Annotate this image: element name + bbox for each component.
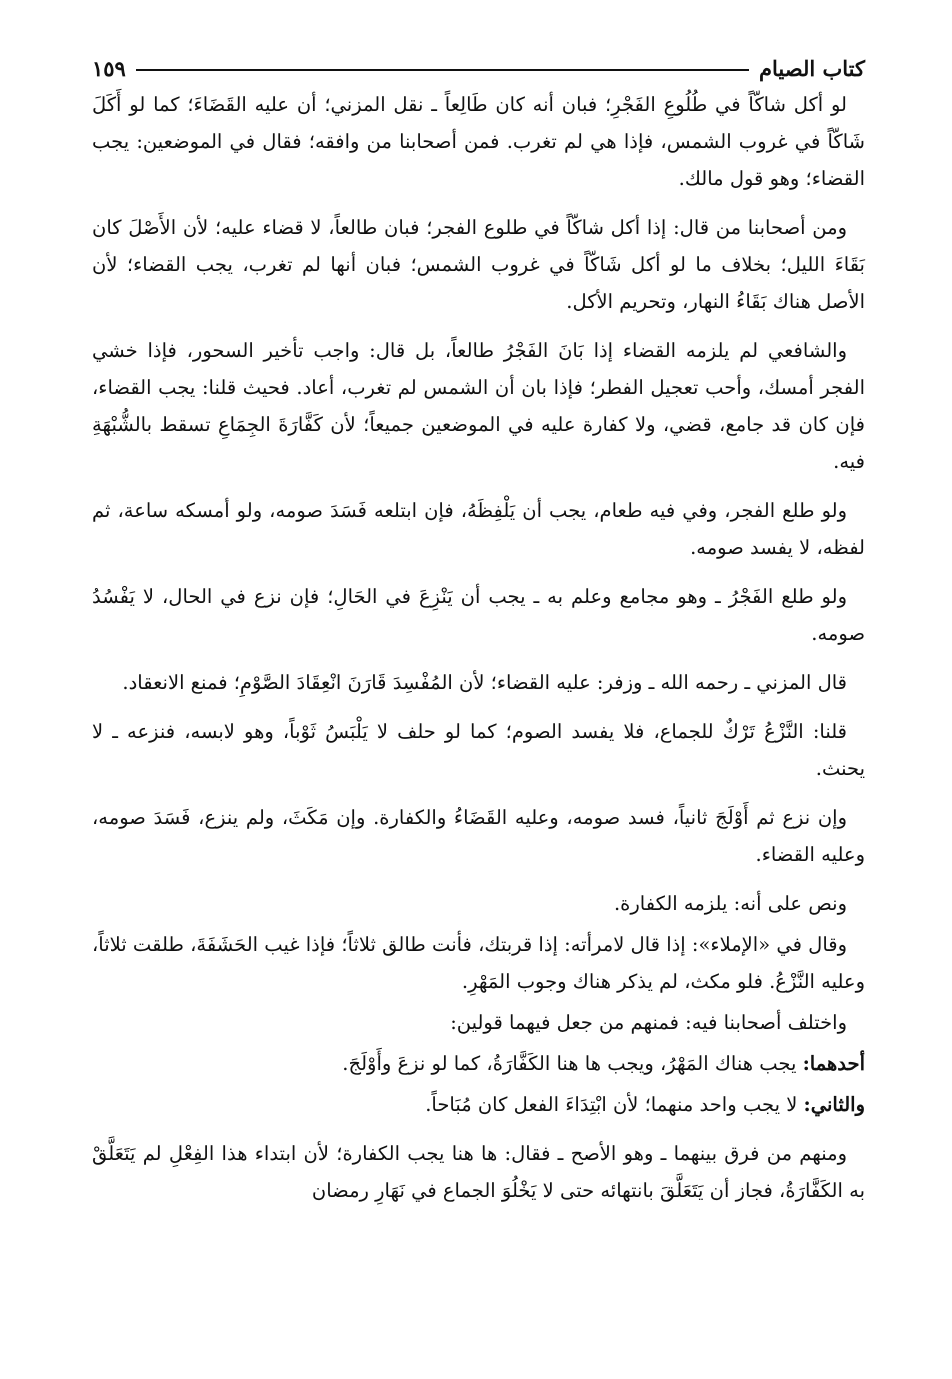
chapter-title: كتاب الصيام (759, 55, 865, 81)
opinion-lead: أحدهما: (802, 1052, 865, 1075)
paragraph: وإن نزع ثم أَوْلَجَ ثانياً، فسد صومه، وعليه القَضَاءُ والكفارة. وإن مَكَثَ، ولم ينزع، فَسَدَ صومه، وعليه القضاء. (92, 806, 865, 866)
paragraph: ومن أصحابنا من قال: إذا أكل شاكّاً في طلوع الفجر؛ فبان طالعاً، لا قضاء عليه؛ لأن الأَصْلَ كان بَقَاءَ الليل؛ بخلاف ما لو أكل شَاكّاً في غروب الشمس؛ فبان أنها لم تغرب، يجب القضاء؛ لأن الأصل هناك بَقَاءُ النهار، وتحريم الأكل. (92, 216, 865, 313)
paragraph: ولو طلع الفجر، وفي فيه طعام، يجب أن يَلْفِظَهُ، فإن ابتلعه فَسَدَ صومه، ولو أمسكه ساعة، ثم لفظه، لا يفسد صومه. (92, 499, 865, 559)
page-header (92, 50, 865, 86)
paragraph: والشافعي لم يلزمه القضاء إذا بَانَ الفَجْرُ طالعاً، بل قال: واجب تأخير السحور، فإذا خشي الفجر أمسك، وأحب تعجيل الفطر؛ فإذا بان أن الشمس لم تغرب، أعاد. فحيث قلنا: يجب القضاء، فإن كان قد جامع، قضي، ولا كفارة عليه في الموضعين جميعاً؛ لأن كَفَّارَةَ الجِمَاعِ تسقط بالشُّبْهَةِ فيه. (92, 339, 865, 473)
paragraph: ونص على أنه: يلزمه الكفارة. (613, 892, 847, 915)
paragraph: واختلف أصحابنا فيه: فمنهم من جعل فيهما قولين: (450, 1011, 847, 1034)
opinion-lead: والثاني: (803, 1093, 865, 1116)
paragraph: لو أكل شاكّاً في طُلُوعِ الفَجْرِ؛ فبان أنه كان طَالِعاً ـ نقل المزني؛ أن عليه القَضَاءَ؛ كما لو أَكَلَ شَاكّاً في غروب الشمس، فإذا هي لم تغرب. فمن أصحابنا من وافقه؛ فقال في الموضعين: يجب القضاء؛ وهو قول مالك. (92, 93, 865, 190)
opinion-text: يجب هناك المَهْرُ، ويجب ها هنا الكَفَّارَةُ، كما لو نزعَ وأَوْلَجَ. (342, 1052, 803, 1075)
opinion-text: لا يجب واحد منهما؛ لأن ابْتِدَاءَ الفعل كان مُبَاحاً. (425, 1093, 804, 1116)
page-number: ١٥٩ (92, 55, 126, 81)
opinion-item (92, 1045, 865, 1082)
header-rule (136, 69, 749, 71)
paragraph: قلنا: النَّزْعُ تَرْكٌ للجماع، فلا يفسد الصوم؛ كما لو حلف لا يَلْبَسُ ثَوْباً، وهو لابسه، فنزعه ـ لا يحنث. (92, 720, 865, 780)
paragraph: قال المزني ـ رحمه الله ـ وزفر: عليه القضاء؛ لأن المُفْسِدَ قَارَنَ انْعِقَادَ الصَّوْمِ؛ فمنع الانعقاد. (122, 671, 847, 694)
opinion-item (92, 1086, 865, 1123)
page-body (92, 86, 865, 1209)
book-page (92, 50, 865, 1350)
paragraph: ومنهم من فرق بينهما ـ وهو الأصح ـ فقال: ها هنا يجب الكفارة؛ لأن ابتداء هذا الفِعْلِ لم يَتَعَلَّقْ به الكَفَّارَةُ، فجاز أن يَتَعَلَّقَ بانتهائه حتى لا يَخْلُوَ الجماع في نَهَارِ رمضان (92, 1142, 865, 1202)
paragraph: وقال في «الإملاء»: إذا قال لامرأته: إذا قربتك، فأنت طالق ثلاثاً؛ فإذا غيب الحَشَفَةَ، طلقت ثلاثاً، وعليه النَّزْعُ. فلو مكث، لم يذكر هناك وجوب المَهْرِ. (92, 933, 865, 993)
paragraph: ولو طلع الفَجْرُ ـ وهو مجامع وعلم به ـ يجب أن يَنْزِعَ في الحَالِ؛ فإن نزع في الحال، لا يَفْسُدُ صومه. (92, 585, 865, 645)
